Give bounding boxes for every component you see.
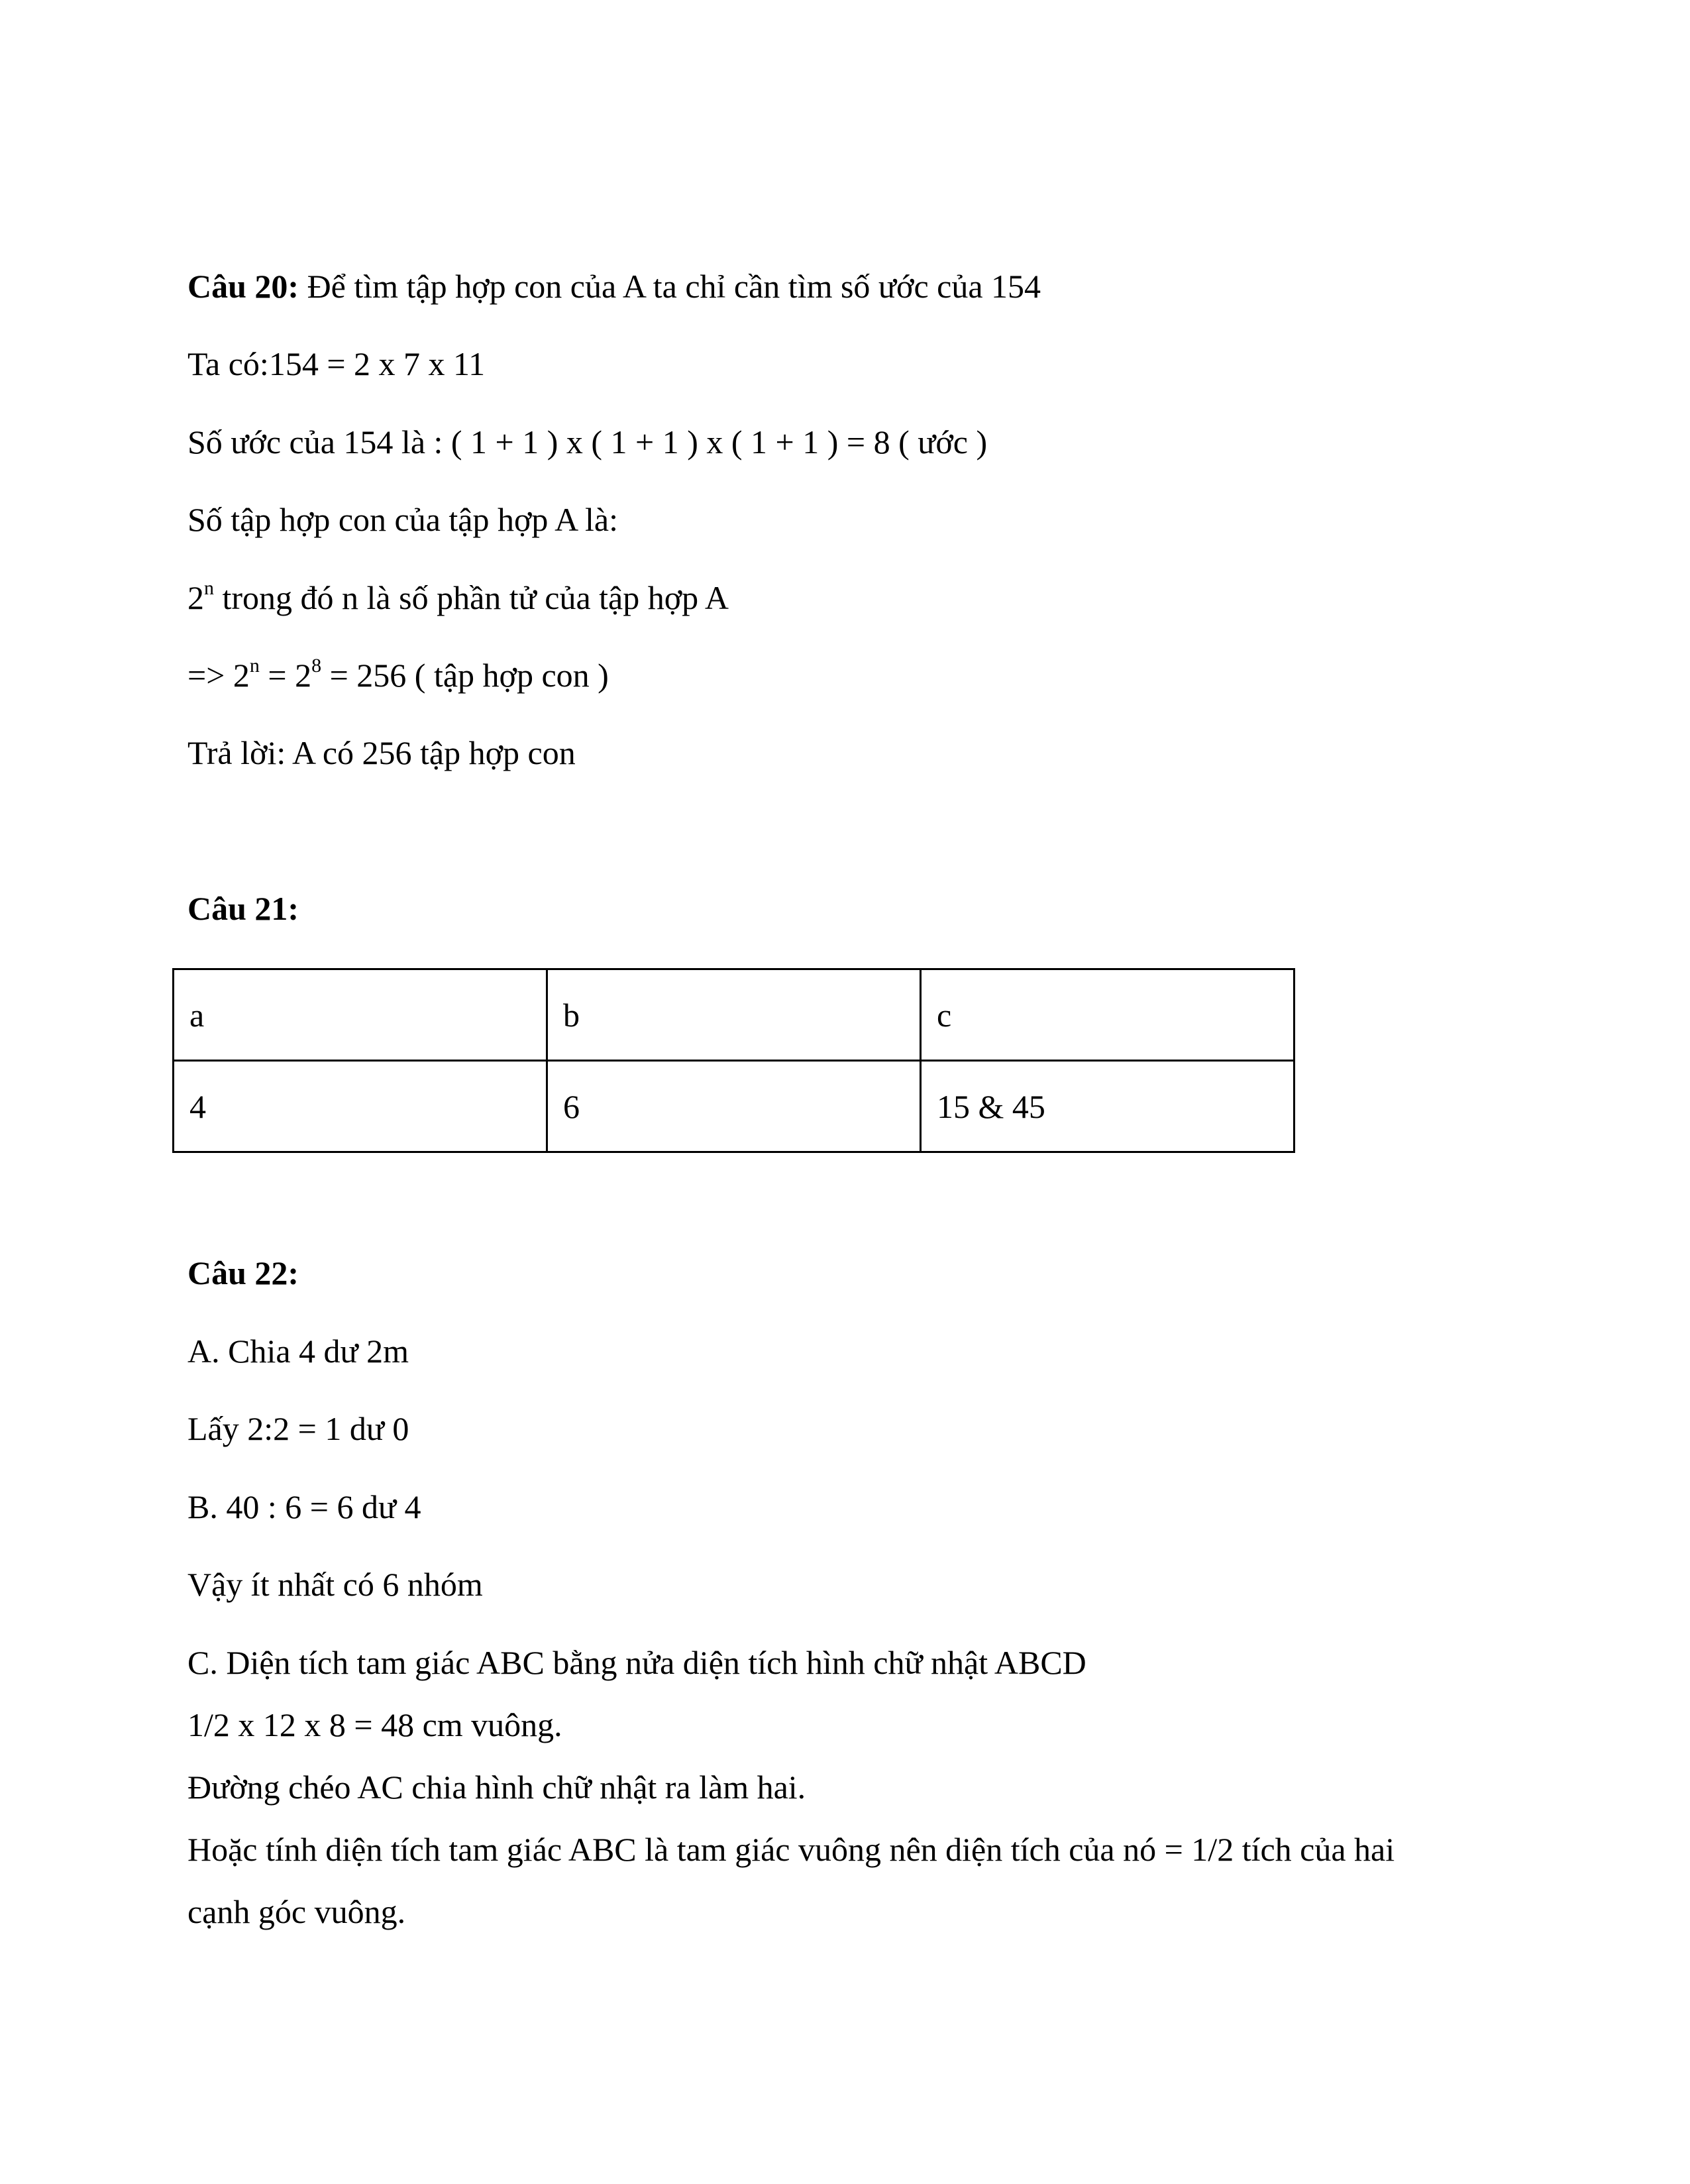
- q20-label: Câu 20:: [187, 268, 299, 305]
- q20-intro: Để tìm tập hợp con của A ta chỉ cần tìm số ước của 154: [299, 268, 1041, 305]
- q22-line-c-diagonal: Đường chéo AC chia hình chữ nhật ra làm hai.: [187, 1769, 806, 1806]
- q20-subset-heading: Số tập hợp con của tập hợp A là:: [187, 501, 618, 538]
- q20-formula: [187, 578, 729, 623]
- q22-line-b-result: Vậy ít nhất có 6 nhóm: [187, 1566, 483, 1603]
- q22-line-c-alt: Hoặc tính diện tích tam giác ABC là tam giác vuông nên diện tích của nó = 1/2 tích của hai: [187, 1831, 1395, 1868]
- q20-calc-rest: = 256 ( tập hợp con ): [321, 657, 609, 694]
- q22-line-b: B. 40 : 6 = 6 dư 4: [187, 1488, 421, 1525]
- q22-label: Câu 22:: [187, 1254, 299, 1291]
- q21-table: [172, 968, 1295, 1153]
- q20-divisor-count: Số ước của 154 là : ( 1 + 1 ) x ( 1 + 1 ) x ( 1 + 1 ) = 8 ( ước ): [187, 423, 988, 461]
- q20-answer: Trả lời: A có 256 tập hợp con: [187, 734, 576, 771]
- table-header-cell: b: [547, 969, 921, 1061]
- table-header-row: [174, 969, 1294, 1061]
- q21-label: Câu 21:: [187, 890, 299, 927]
- table-header-cell: a: [174, 969, 547, 1061]
- q20-formula-exp: n: [204, 577, 214, 599]
- q20-calc-prefix: => 2: [187, 657, 250, 694]
- q20-intro-line: [187, 266, 1041, 306]
- q22-line-c: C. Diện tích tam giác ABC bằng nửa diện tích hình chữ nhật ABCD: [187, 1644, 1086, 1681]
- q20-calc-mid: = 2: [259, 657, 312, 694]
- q20-calc-exp1: n: [249, 655, 260, 677]
- table-cell: 6: [547, 1061, 921, 1152]
- q20-calc-exp2: 8: [311, 655, 322, 677]
- q20-factorization: Ta có:154 = 2 x 7 x 11: [187, 345, 486, 382]
- q22-line-a-step: Lấy 2:2 = 1 dư 0: [187, 1410, 409, 1447]
- q22-line-a: A. Chia 4 dư 2m: [187, 1333, 409, 1370]
- table-header-cell: c: [921, 969, 1294, 1061]
- table-row: [174, 1061, 1294, 1152]
- q20-calc: [187, 655, 609, 700]
- table-cell: 4: [174, 1061, 547, 1152]
- q22-line-c-alt-end: cạnh góc vuông.: [187, 1893, 406, 1930]
- q22-line-c-calc: 1/2 x 12 x 8 = 48 cm vuông.: [187, 1706, 562, 1743]
- table-cell: 15 & 45: [921, 1061, 1294, 1152]
- q20-formula-rest: trong đó n là số phần tử của tập hợp A: [214, 579, 729, 616]
- q20-formula-base: 2: [187, 579, 204, 616]
